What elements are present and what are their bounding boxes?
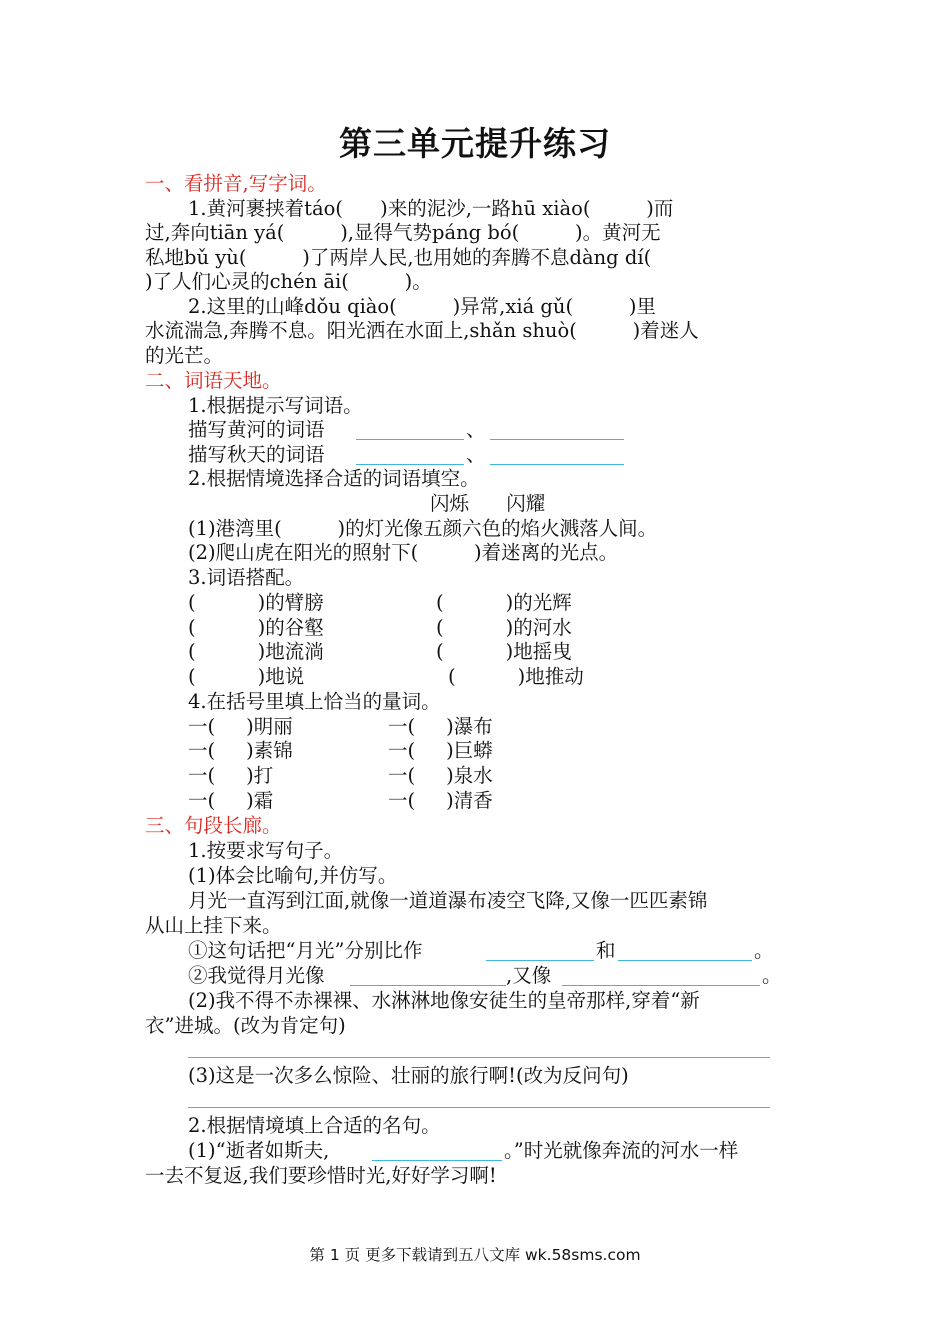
match-item: ( )地流淌 [188, 640, 324, 663]
sub-question: (2)我不得不赤裸裸、水淋淋地像安徒生的皇帝那样,穿着“新 [188, 989, 700, 1012]
section-heading-1: 一、看拼音,写字词。 [145, 172, 327, 195]
paragraph-line: 过,奔向tiān yá( ),显得气势páng bó( )。黄河无 [145, 221, 661, 244]
match-item: ( )地说 [188, 665, 305, 688]
measure-word-item: 一( )打 [188, 764, 274, 787]
section-heading-2: 二、词语天地。 [145, 369, 282, 392]
fill-sentence: (1)港湾里( )的灯光像五颜六色的焰火溅落人间。 [188, 517, 658, 540]
answer-blank[interactable] [490, 439, 624, 440]
answer-blank[interactable] [372, 1160, 502, 1161]
measure-word-item: 一( )巨蟒 [388, 739, 493, 762]
question-label: 2.根据情境填上合适的名句。 [188, 1114, 441, 1137]
question-label: 1.根据提示写词语。 [188, 394, 363, 417]
question-label: 2.根据情境选择合适的词语填空。 [188, 467, 480, 490]
match-item: ( )地摇曳 [436, 640, 572, 663]
sub-question: (1)“逝者如斯夫, [188, 1139, 330, 1162]
measure-word-item: 一( )清香 [388, 789, 493, 812]
paragraph-line: 的光芒。 [145, 344, 224, 367]
paragraph-line: 2.这里的山峰dǒu qiào( )异常,xiá gǔ( )里 [188, 295, 656, 318]
paragraph-line: 月光一直泻到江面,就像一道道瀑布凌空飞降,又像一匹匹素锦 [188, 889, 708, 912]
sub-item-text: ②我觉得月光像 [188, 964, 325, 987]
question-label: 1.按要求写句子。 [188, 839, 344, 862]
separator: 、 [466, 443, 486, 466]
measure-word-item: 一( )霜 [188, 789, 274, 812]
answer-blank[interactable] [356, 464, 464, 465]
sub-item-text: 。 [762, 964, 782, 987]
section-heading-3: 三、句段长廊。 [145, 814, 282, 837]
page-footer: 第 1 页 更多下载请到五八文库 wk.58sms.com [309, 1246, 641, 1264]
page-title: 第三单元提升练习 [339, 124, 611, 163]
word-choices: 闪烁 闪耀 [430, 492, 546, 515]
prompt-yellow-river: 描写黄河的词语 [188, 418, 325, 441]
sub-item-text: ①这句话把“月光”分别比作 [188, 939, 423, 962]
answer-blank[interactable] [356, 439, 464, 440]
answer-blank[interactable] [486, 960, 594, 961]
paragraph-line: )了人们心灵的chén āi( )。 [145, 270, 432, 293]
measure-word-item: 一( )瀑布 [388, 715, 493, 738]
sub-item-text: 。 [754, 939, 774, 962]
answer-line[interactable] [188, 1107, 770, 1108]
sub-question: 衣”进城。(改为肯定句) [145, 1014, 346, 1037]
question-label: 4.在括号里填上恰当的量词。 [188, 690, 441, 713]
match-item: ( )的谷壑 [188, 616, 324, 639]
sub-question: (1)体会比喻句,并仿写。 [188, 864, 398, 887]
paragraph-line: 1.黄河裹挟着táo( )来的泥沙,一路hū xiào( )而 [188, 197, 674, 220]
fill-sentence: (2)爬山虎在阳光的照射下( )着迷离的光点。 [188, 541, 619, 564]
paragraph-line: 从山上挂下来。 [145, 914, 282, 937]
measure-word-item: 一( )泉水 [388, 764, 493, 787]
prompt-autumn: 描写秋天的词语 [188, 443, 325, 466]
measure-word-item: 一( )明丽 [188, 715, 293, 738]
answer-blank[interactable] [490, 464, 624, 465]
paragraph-line: 一去不复返,我们要珍惜时光,好好学习啊! [145, 1164, 497, 1187]
sub-item-text: 和 [596, 939, 616, 962]
sub-question: 。”时光就像奔流的河水一样 [504, 1139, 739, 1162]
answer-blank[interactable] [350, 985, 506, 986]
answer-line[interactable] [188, 1057, 770, 1058]
paragraph-line: 私地bǔ yù( )了两岸人民,也用她的奔腾不息dàng dí( [145, 246, 652, 269]
answer-blank[interactable] [618, 960, 752, 961]
match-item: ( )的光辉 [436, 591, 572, 614]
measure-word-item: 一( )素锦 [188, 739, 293, 762]
paragraph-line: 水流湍急,奔腾不息。阳光洒在水面上,shǎn shuò( )着迷人 [145, 319, 699, 342]
sub-item-text: ,又像 [506, 964, 552, 987]
match-item: ( )地推动 [448, 665, 584, 688]
question-label: 3.词语搭配。 [188, 566, 305, 589]
answer-blank[interactable] [562, 985, 760, 986]
match-item: ( )的河水 [436, 616, 572, 639]
sub-question: (3)这是一次多么惊险、壮丽的旅行啊!(改为反问句) [188, 1064, 629, 1087]
separator: 、 [466, 418, 486, 441]
match-item: ( )的臂膀 [188, 591, 324, 614]
